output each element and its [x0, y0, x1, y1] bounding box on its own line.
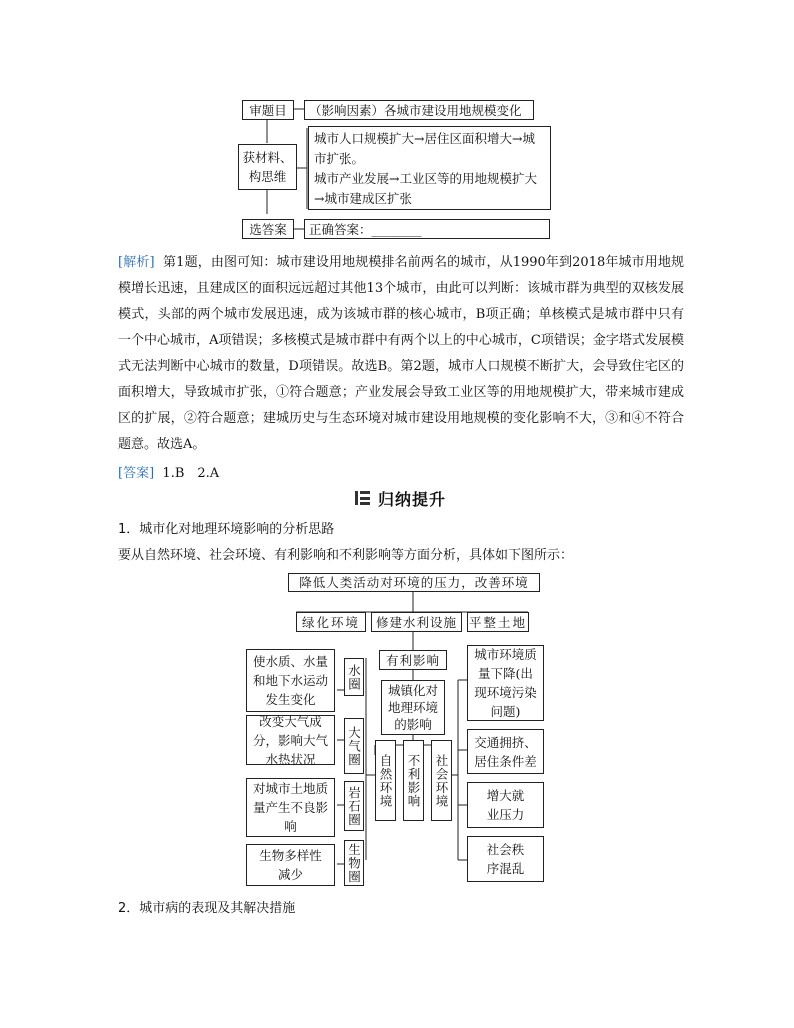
diagram-greening: 绿化环境: [296, 612, 366, 632]
step2-content-line-2: 城市产业发展→工业区等的用地规模扩大→城市建成区扩张: [314, 171, 537, 206]
section-header: [355, 487, 446, 509]
diagram-sphere-bio: 生物圈: [344, 840, 364, 886]
diagram-left-water: 使水质、水量和地下水运动发生变化: [246, 649, 335, 712]
section-title: 归纳提升: [378, 489, 447, 509]
answer-line: [118, 461, 219, 487]
diagram-sphere-water: 水圈: [344, 658, 364, 696]
step1-label: 审题目: [242, 100, 294, 120]
step2-label: 获材料、构思维: [238, 144, 297, 190]
step3-content: 正确答案：________: [304, 219, 550, 239]
step3-label: 选答案: [242, 219, 294, 239]
step2-content: [308, 126, 551, 210]
point2-heading: 2．城市病的表现及其解决措施: [118, 901, 296, 916]
answer-text: 1.B 2.A: [162, 466, 220, 481]
diagram-right-environment: 城市环境质量下降(出现环境污染问题): [467, 645, 544, 721]
diagram-natural-env: 自然环境: [375, 740, 396, 821]
list-icon: [355, 491, 370, 505]
diagram-right-employment: 增大就业压力: [467, 782, 544, 828]
diagram-left-rock: 对城市土地质量产生不良影响: [246, 778, 335, 837]
analysis-tag: [解析]: [118, 255, 155, 270]
diagram-land-leveling: 平整土地: [467, 612, 529, 632]
analysis-text: 第1题，由图可知：城市建设用地规模排名前两名的城市，从1990年到2018年城市用地规模增长迅速，且建成区的面积远远超过其他13个城市，由此可以判断：该城市群为典型的双核发展模式，头部的两个城市发展迅速，成为该城市群的核心城市，B项正确；单核模式是城市群中只有一个中心城市，A项错误；多核模式是城市群中有两个以上的中心城市，C项错误；金字塔式发展模式无法判断中心城市的数量，D项错误。故选B。第2题，城市人口规模不断扩大，会导致住宅区的面积增大，导致城市扩张，①符合题意；产业发展会导致工业区等的用地规模扩大，带来城市建成区的扩展，②符合题意；建城历史与生态环境对城市建设用地规模的变化影响不大，③和④不符合题意。故选A。: [118, 255, 684, 452]
analysis-paragraph: [118, 250, 684, 458]
answer-tag: [答案]: [118, 466, 155, 481]
diagram-water-facilities: 修建水利设施: [371, 612, 462, 632]
diagram-top-goal: 降低人类活动对环境的压力，改善环境: [288, 573, 540, 592]
diagram-social-env: 社会环境: [431, 740, 452, 821]
diagram-right-traffic: 交通拥挤、居住条件差: [467, 729, 544, 774]
diagram-right-social-order: 社会秩序混乱: [467, 836, 544, 882]
point1-intro: 要从自然环境、社会环境、有利影响和不利影响等方面分析，具体如下图所示：: [118, 548, 574, 563]
step1-content: （影响因素）各城市建设用地规模变化: [304, 100, 534, 120]
diagram-unfavorable: 不利影响: [403, 740, 424, 821]
diagram-favorable-impact: 有利影响: [379, 650, 447, 670]
diagram-left-air: 改变大气成分，影响大气水热状况: [246, 715, 335, 765]
diagram-sphere-rock: 岩石圈: [344, 781, 364, 831]
diagram-sphere-air: 大气圈: [344, 718, 364, 774]
step2-content-line-1: 城市人口规模扩大→居住区面积增大→城市扩张。: [314, 131, 535, 166]
point1-heading: 1．城市化对地理环境影响的分析思路: [118, 522, 335, 537]
diagram-center: 城镇化对地理环境的影响: [381, 680, 445, 735]
diagram-left-bio: 生物多样性减少: [246, 844, 335, 886]
